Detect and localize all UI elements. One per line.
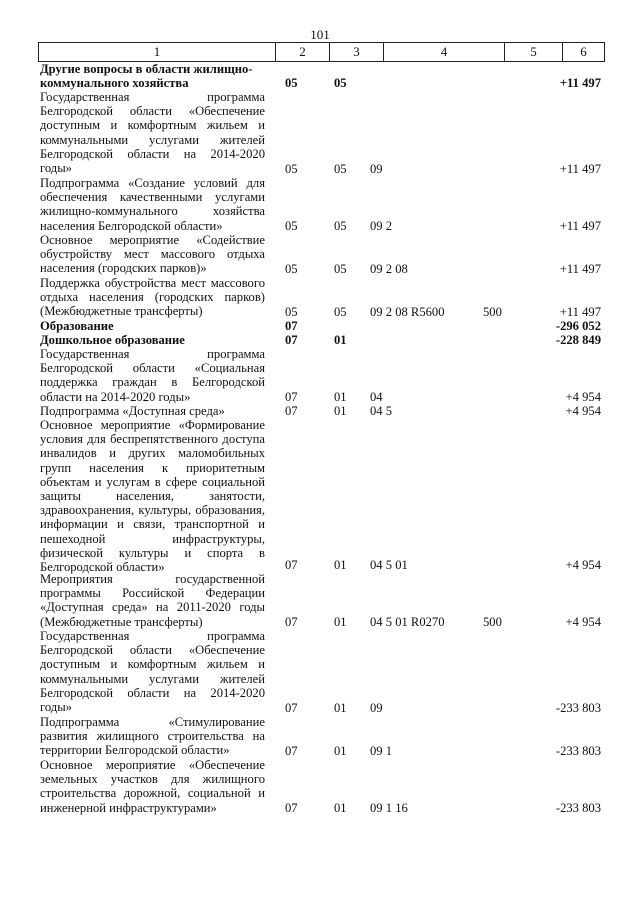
row-sum: -233 803 xyxy=(555,743,601,758)
row-cs: 09 2 08 R5600 xyxy=(370,304,445,319)
row-rz: 05 xyxy=(285,261,298,276)
row-cs: 04 5 01 R0270 xyxy=(370,614,445,629)
row-pr: 01 xyxy=(334,743,347,758)
table-row xyxy=(38,404,604,418)
row-name: Подпрограмма «Доступная среда» xyxy=(40,404,225,418)
table-row xyxy=(38,333,604,347)
table-row xyxy=(38,629,604,715)
row-rz: 07 xyxy=(285,700,298,715)
page-number: 101 xyxy=(310,27,330,42)
row-name: Подпрограмма «Стимулирование развития жилищного строительства на территории Белгородской области» xyxy=(40,715,265,758)
row-name: Образование xyxy=(40,319,114,333)
row-cs: 04 5 01 xyxy=(370,557,408,572)
row-sum: -228 849 xyxy=(555,332,601,347)
row-sum: +4 954 xyxy=(565,614,601,629)
row-sum: +4 954 xyxy=(565,403,601,418)
row-vr: 500 xyxy=(483,614,502,629)
row-pr: 05 xyxy=(334,75,347,90)
table-row xyxy=(38,347,604,404)
row-cs: 09 1 xyxy=(370,743,393,758)
header-col-1: 1 xyxy=(39,43,276,61)
row-rz: 07 xyxy=(285,800,298,815)
table-row xyxy=(38,418,604,575)
row-sum: +11 497 xyxy=(559,75,601,90)
row-name: Государственная программа Белгородской области «Обеспечение доступным и комфортным жильем и коммунальными услугами жителей Белгородской области на 2014-2020 годы» xyxy=(40,629,265,715)
header-col-3: 3 xyxy=(330,43,384,61)
row-cs: 04 xyxy=(370,389,383,404)
row-name: Основное мероприятие «Формирование условия для беспрепятственного доступа инвалидов и других маломобильных групп населения к приоритетным объектам и услугам в сфере социальной защиты населения, занятости, здравоохранения, культуры, образования, информации и связи, транспортной и пешеходной инфраструктуры, физической культуры и спорта в Белгородской области» xyxy=(40,418,265,575)
table-row xyxy=(38,715,604,758)
table-row xyxy=(38,62,604,90)
row-sum: -296 052 xyxy=(555,318,601,333)
table-row xyxy=(38,319,604,333)
row-sum: +11 497 xyxy=(559,161,601,176)
header-col-4: 4 xyxy=(384,43,505,61)
row-pr: 01 xyxy=(334,403,347,418)
row-cs: 09 2 xyxy=(370,218,393,233)
header-col-2: 2 xyxy=(276,43,330,61)
table-row xyxy=(38,90,604,176)
row-rz: 07 xyxy=(285,318,298,333)
row-sum: -233 803 xyxy=(555,700,601,715)
table-row xyxy=(38,176,604,233)
row-name: Подпрограмма «Создание условий для обеспечения качественными услугами жилищно-коммунального хозяйства населения Белгородской области» xyxy=(40,176,265,233)
row-rz: 07 xyxy=(285,389,298,404)
row-name: Поддержка обустройства мест массового отдыха населения (городских парков) (Межбюджетные трансферты) xyxy=(40,276,265,319)
row-pr: 01 xyxy=(334,557,347,572)
table-row xyxy=(38,276,604,319)
row-pr: 05 xyxy=(334,218,347,233)
row-pr: 01 xyxy=(334,614,347,629)
row-sum: +11 497 xyxy=(559,218,601,233)
table-row xyxy=(38,758,604,815)
row-vr: 500 xyxy=(483,304,502,319)
row-pr: 01 xyxy=(334,332,347,347)
row-rz: 07 xyxy=(285,743,298,758)
row-cs: 04 5 xyxy=(370,403,393,418)
row-pr: 05 xyxy=(334,261,347,276)
row-cs: 09 2 08 xyxy=(370,261,408,276)
row-rz: 07 xyxy=(285,557,298,572)
row-rz: 07 xyxy=(285,332,298,347)
header-col-6: 6 xyxy=(563,43,605,61)
row-name: Государственная программа Белгородской области «Обеспечение доступным и комфортным жильем и коммунальными услугами жителей Белгородской области на 2014-2020 годы» xyxy=(40,90,265,176)
row-pr: 05 xyxy=(334,304,347,319)
row-name: Другие вопросы в области жилищно-коммунального хозяйства xyxy=(40,62,253,91)
row-rz: 07 xyxy=(285,403,298,418)
row-pr: 01 xyxy=(334,800,347,815)
row-sum: +4 954 xyxy=(565,557,601,572)
row-rz: 05 xyxy=(285,161,298,176)
row-rz: 05 xyxy=(285,75,298,90)
row-sum: +4 954 xyxy=(565,389,601,404)
row-cs: 09 1 16 xyxy=(370,800,408,815)
row-sum: -233 803 xyxy=(555,800,601,815)
row-pr: 01 xyxy=(334,389,347,404)
row-pr: 01 xyxy=(334,700,347,715)
table-header xyxy=(38,42,605,62)
table-row xyxy=(38,233,604,276)
header-col-5: 5 xyxy=(505,43,563,61)
row-cs: 09 xyxy=(370,700,383,715)
row-name: Основное мероприятие «Содействие обустройству мест массового отдыха населения (городских парков)» xyxy=(40,233,265,276)
row-rz: 07 xyxy=(285,614,298,629)
row-rz: 05 xyxy=(285,304,298,319)
row-sum: +11 497 xyxy=(559,304,601,319)
row-name: Основное мероприятие «Обеспечение земельных участков для жилищного строительства дорожной, социальной и инженерной инфраструктурами» xyxy=(40,758,265,815)
row-name: Государственная программа Белгородской области «Социальная поддержка граждан в Белгородской области на 2014-2020 годы» xyxy=(40,347,265,404)
row-name: Дошкольное образование xyxy=(40,333,185,347)
row-sum: +11 497 xyxy=(559,261,601,276)
row-name: Мероприятия государственной программы Российской Федерации «Доступная среда» на 2011-2020 годы (Межбюджетные трансферты) xyxy=(40,572,265,629)
row-cs: 09 xyxy=(370,161,383,176)
table-row xyxy=(38,572,604,629)
row-pr: 05 xyxy=(334,161,347,176)
row-rz: 05 xyxy=(285,218,298,233)
